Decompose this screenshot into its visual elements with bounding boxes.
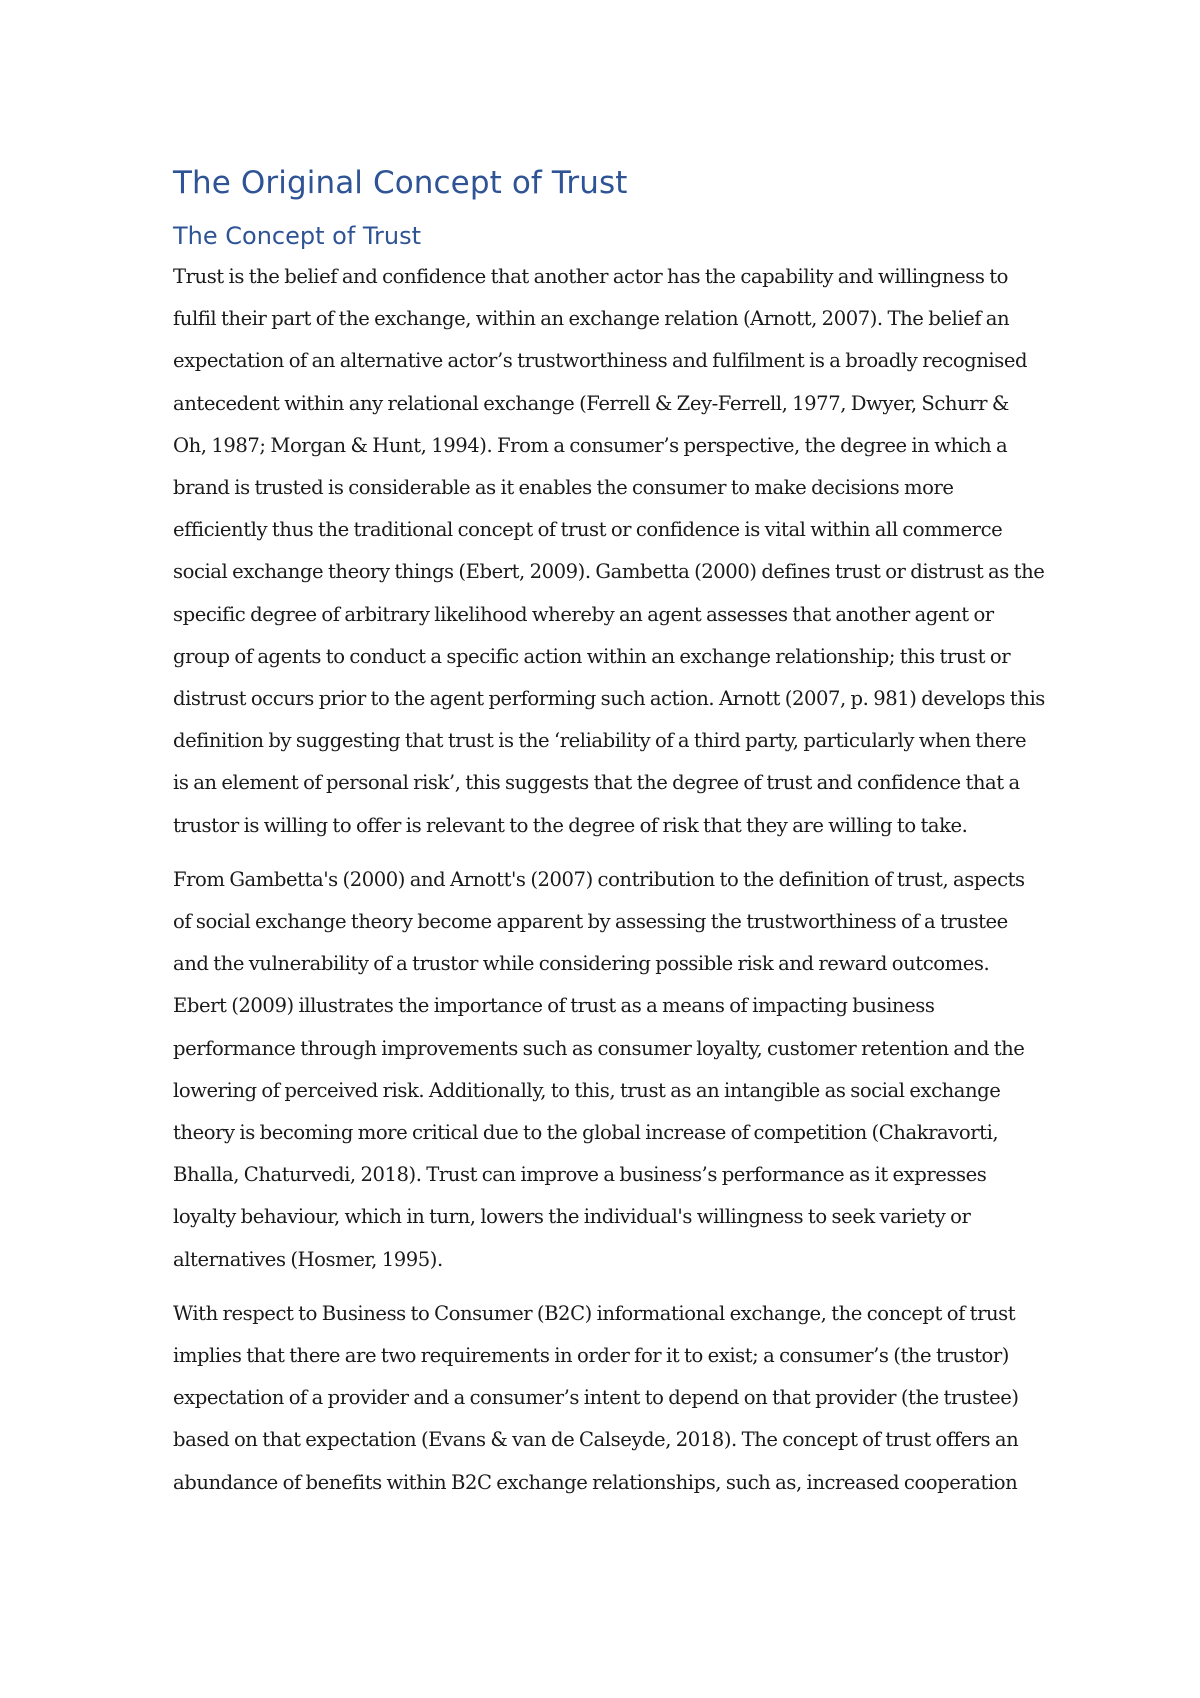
document-title: The Original Concept of Trust <box>173 165 628 201</box>
body-paragraph-1: Trust is the belief and confidence that another actor has the capability and willingness to fulfil their part of the exchange, within an exchange relation (Arnott, 2007). The belief an expectation of an alternative actor’s trustworthiness and fulfilment is a broadly recognised antecedent within any relational exchange (Ferrell & Zey-Ferrell, 1977, Dwyer, Schurr & Oh, 1987; Morgan & Hunt, 1994). From a consumer’s perspective, the degree in which a brand is trusted is considerable as it enables the consumer to make decisions more efficiently thus the traditional concept of trust or confidence is vital within all commerce social exchange theory things (Ebert, 2009). Gambetta (2000) defines trust or distrust as the specific degree of arbitrary likelihood whereby an agent assesses that another agent or group of agents to conduct a specific action within an exchange relationship; this trust or distrust occurs prior to the agent performing such action. Arnott (2007, p. 981) develops this definition by suggesting that trust is the ‘reliability of a third party, particularly when there is an element of personal risk’, this suggests that the degree of trust and confidence that a trustor is willing to offer is relevant to the degree of risk that they are willing to take. <box>173 265 1045 837</box>
document-content <box>173 160 1045 1504</box>
body-paragraph-2: From Gambetta's (2000) and Arnott's (2007) contribution to the definition of trust, aspects of social exchange theory become apparent by assessing the trustworthiness of a trustee and the vulnerability of a trustor while considering possible risk and reward outcomes. Ebert (2009) illustrates the importance of trust as a means of impacting business performance through improvements such as consumer loyalty, customer retention and the lowering of perceived risk. Additionally, to this, trust as an intangible as social exchange theory is becoming more critical due to the global increase of competition (Chakravorti, Bhalla, Chaturvedi, 2018). Trust can improve a business’s performance as it expresses loyalty behaviour, which in turn, lowers the individual's willingness to seek variety or alternatives (Hosmer, 1995). <box>173 867 1025 1271</box>
body-paragraph-3: With respect to Business to Consumer (B2C) informational exchange, the concept of trust implies that there are two requirements in order for it to exist; a consumer’s (the trustor) expectation of a provider and a consumer’s intent to depend on that provider (the trustee) based on that expectation (Evans & van de Calseyde, 2018). The concept of trust offers an abundance of benefits within B2C exchange relationships, such as, increased cooperation <box>173 1301 1019 1494</box>
section-heading: The Concept of Trust <box>173 222 422 250</box>
